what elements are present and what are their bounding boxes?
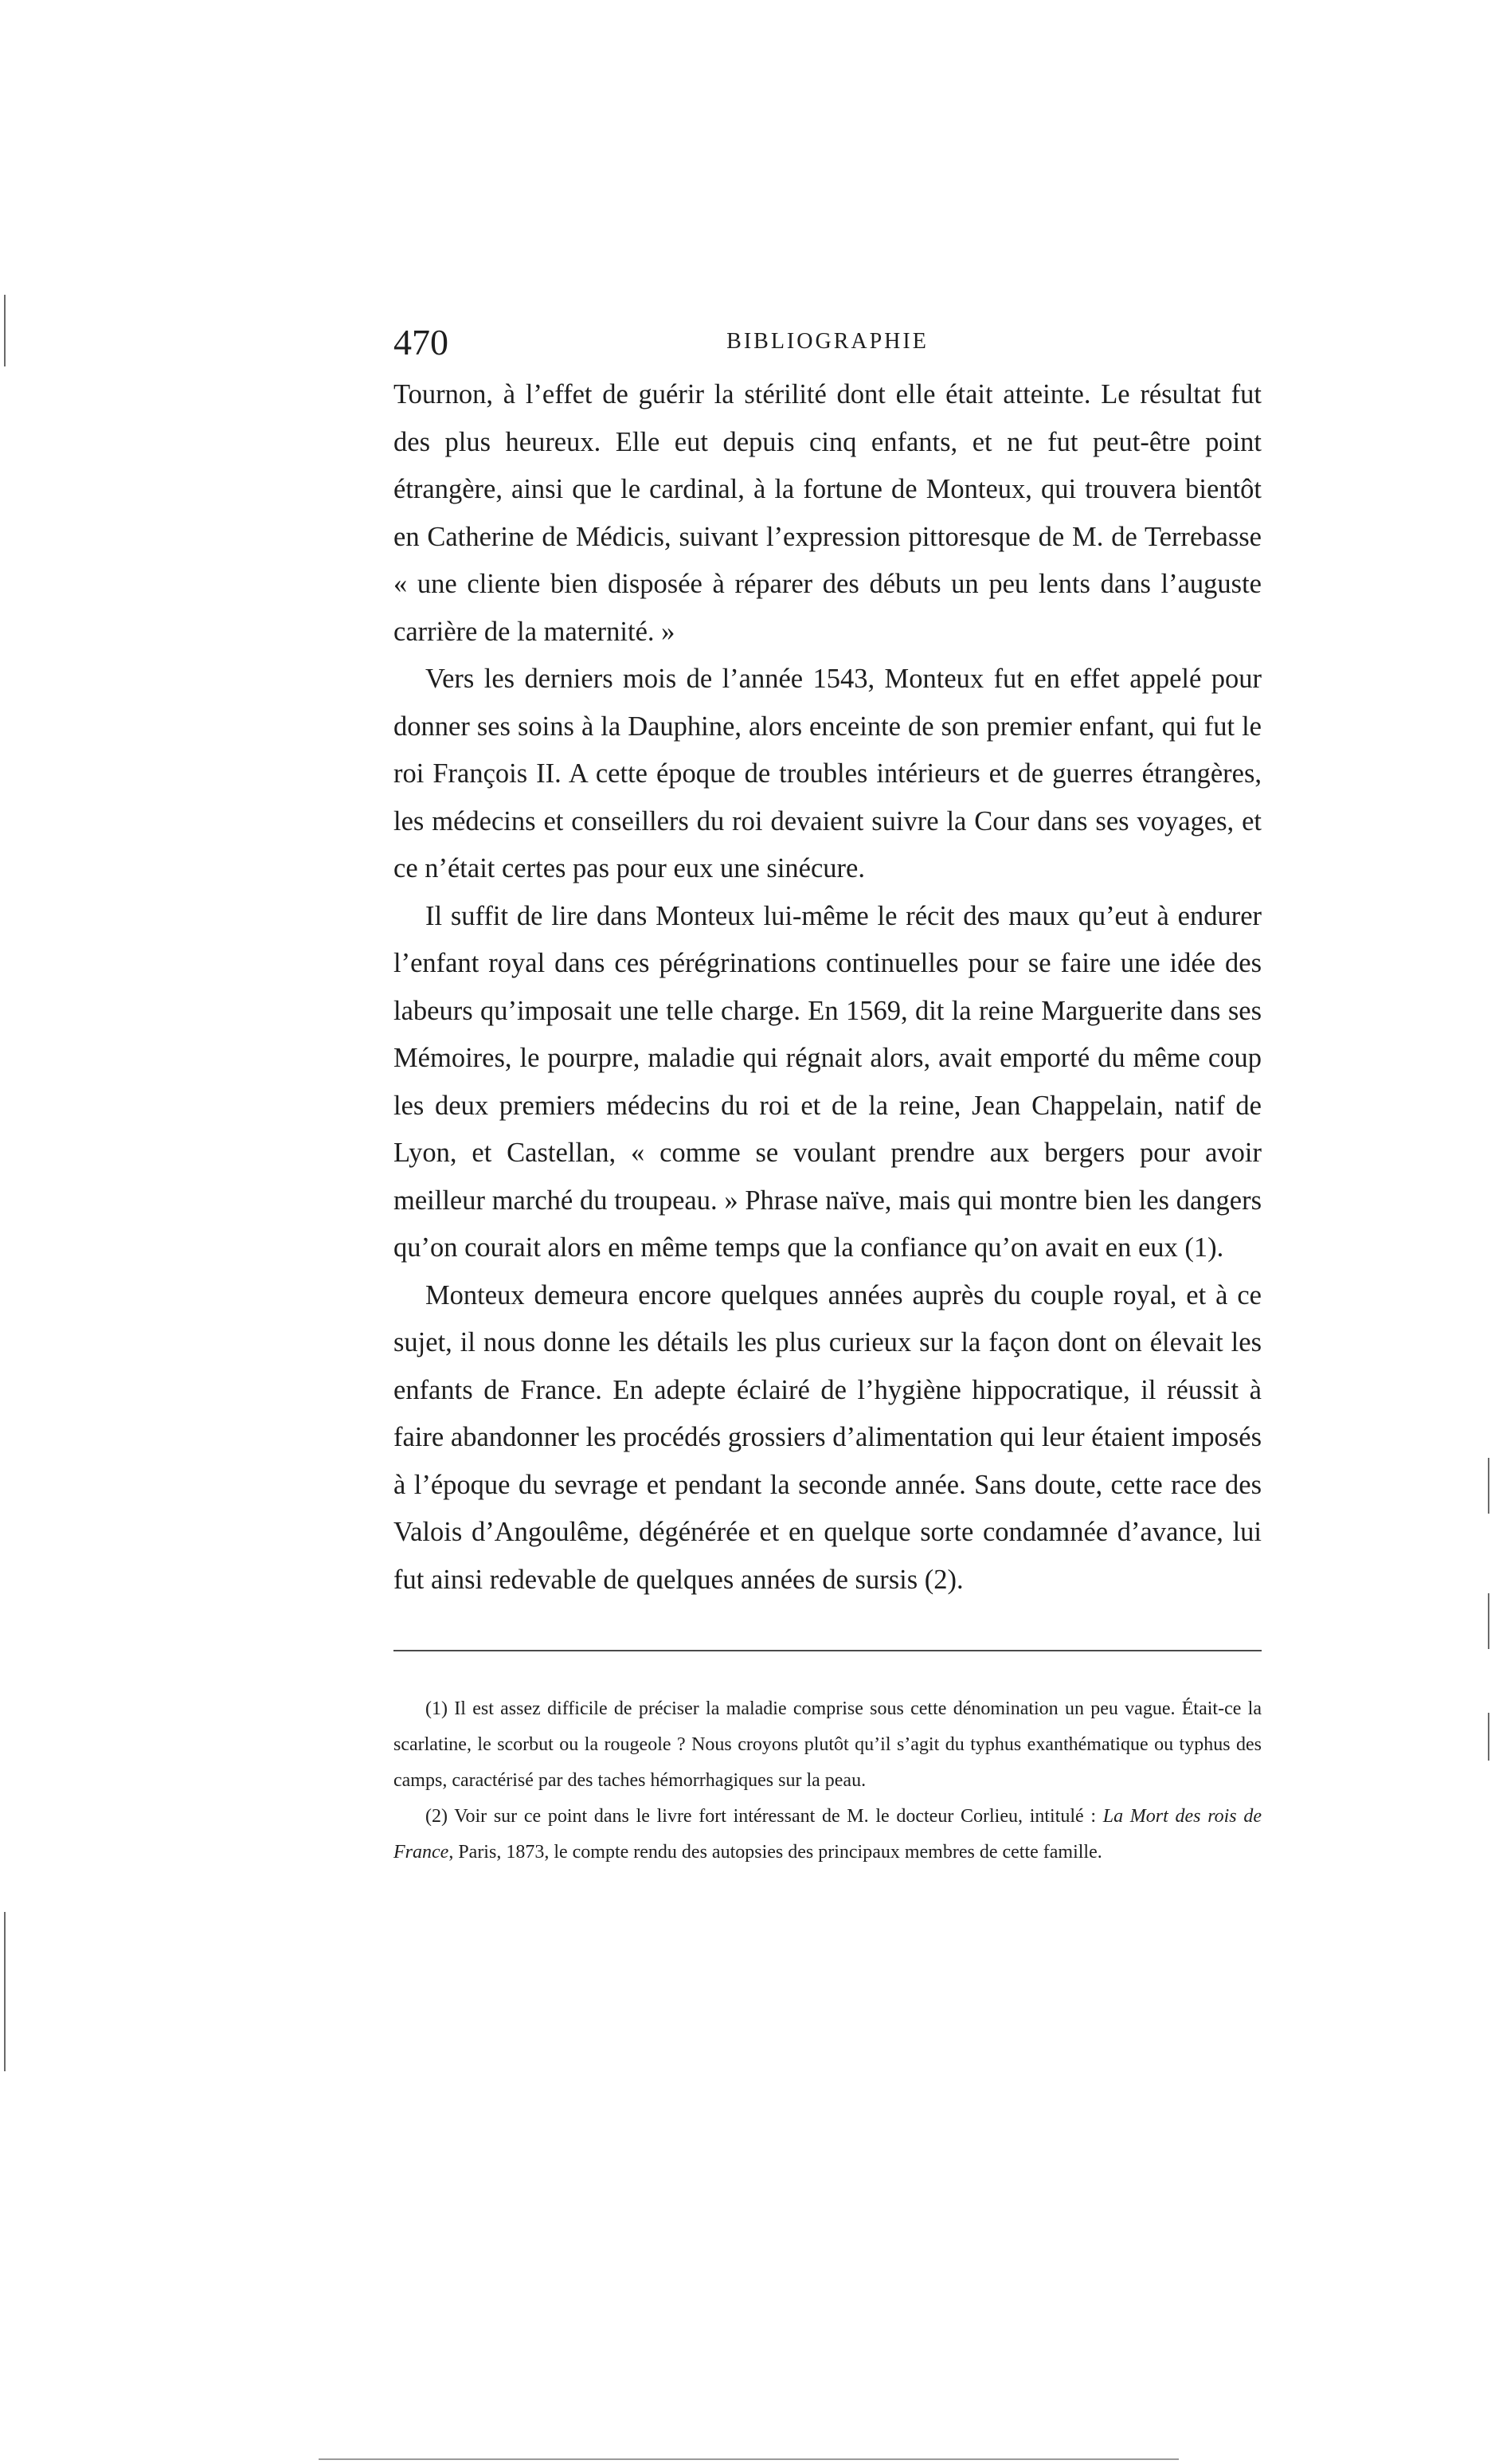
book-page <box>393 319 1262 1871</box>
paragraph-1: Tournon, à l’effet de guérir la stérilité dont elle était atteinte. Le résultat fut des plus heureux. Elle eut depuis cinq enfants, et ne fut peut-être point étrangère, ainsi que le cardinal, à la fortune de Monteux, qui trouvera bientôt en Catherine de Médicis, suivant l’expression pittoresque de M. de Terrebasse « une cliente bien disposée à réparer des débuts un peu lents dans l’auguste carrière de la maternité. » <box>393 379 1262 647</box>
running-head <box>393 319 1262 366</box>
scan-mark-left-bottom <box>4 1912 6 2071</box>
footnote-2 <box>393 1799 1262 1871</box>
running-title: BIBLIOGRAPHIE <box>726 329 929 354</box>
scan-mark-right-low <box>1488 1713 1489 1761</box>
footnote-2-text-before: (2) Voir sur ce point dans le livre fort intéressant de M. le docteur Corlieu, intitulé : <box>425 1806 1103 1827</box>
paragraph-2: Vers les derniers mois de l’année 1543, Monteux fut en effet appelé pour donner ses soins à la Dauphine, alors enceinte de son premier enfant, qui fut le roi François II. A cette époque de troubles intérieurs et de guerres étrangères, les médecins et conseillers du roi devaient suivre la Cour dans ses voyages, et ce n’était certes pas pour eux une sinécure. <box>393 664 1262 883</box>
body-text <box>393 371 1262 1604</box>
scan-mark-bottom-edge <box>319 2458 1179 2460</box>
paragraph-3: Il suffit de lire dans Monteux lui-même le récit des maux qu’eut à endurer l’enfant royal dans ces pérégrinations continuelles pour se faire une idée des labeurs qu’imposait une telle charge. En 1569, dit la reine Marguerite dans ses Mémoires, le pourpre, maladie qui régnait alors, avait emporté du même coup les deux premiers médecins du roi et de la reine, Jean Chappelain, natif de Lyon, et Castellan, « comme se voulant prendre aux bergers pour avoir meilleur marché du troupeau. » Phrase naïve, mais qui montre bien les dangers qu’on courait alors en même temps que la confiance qu’on avait en eux (1). <box>393 900 1262 1263</box>
scan-mark-right-mid <box>1488 1593 1489 1649</box>
scan-mark-right-top <box>1488 1458 1489 1514</box>
footnote-divider <box>393 1650 1262 1651</box>
footnote-1: (1) Il est assez difficile de préciser la maladie comprise sous cette dénomination un peu vague. Était-ce la scarlatine, le scorbut ou la rougeole ? Nous croyons plutôt qu’il s’agit du typhus exanthématique ou typhus des camps, caractérisé par des taches hémorrhagiques sur la peau. <box>393 1698 1262 1791</box>
paragraph-4: Monteux demeura encore quelques années auprès du couple royal, et à ce sujet, il nous donne les détails les plus curieux sur la façon dont on élevait les enfants de France. En adepte éclairé de l’hygiène hippocratique, il réussit à faire abandonner les procédés grossiers d’alimentation qui leur étaient imposés à l’époque du sevrage et pendant la seconde année. Sans doute, cette race des Valois d’Angoulême, dégénérée et en quelque sorte condamnée d’avance, lui fut ainsi redevable de quelques années de sursis (2). <box>393 1279 1262 1595</box>
page-number: 470 <box>393 322 448 362</box>
footnote-2-book-title: La Mort des rois de France <box>393 1806 1262 1863</box>
scan-mark-left-top <box>4 295 6 366</box>
footnotes <box>393 1691 1262 1871</box>
footnote-2-text-after: , Paris, 1873, le compte rendu des autopsies des principaux membres de cette famille. <box>448 1842 1102 1863</box>
